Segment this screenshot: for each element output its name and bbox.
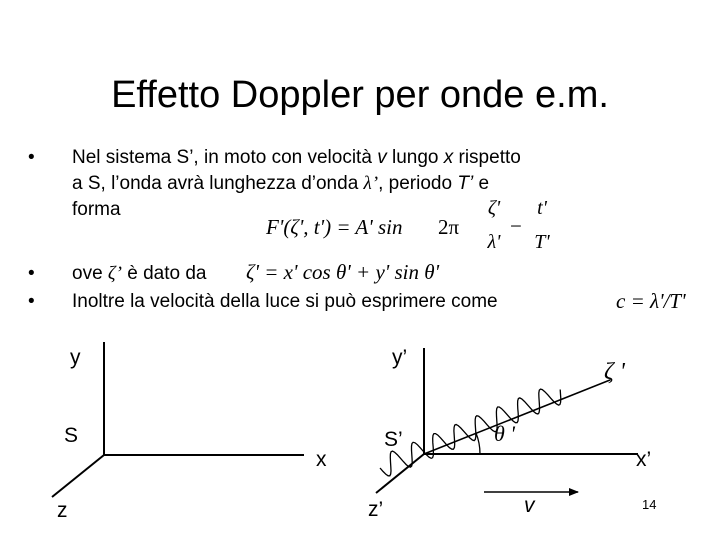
bullet3-text: Inoltre la velocità della luce si può esprimere come xyxy=(72,291,498,312)
label-s: S xyxy=(64,424,79,447)
bullet1-line1-suffix: rispetto xyxy=(453,147,521,168)
label-velocity: v xyxy=(524,494,535,517)
bullet1-lambda: λ’ xyxy=(363,173,379,194)
bullet1-period: T’ xyxy=(457,173,474,194)
page-number: 14 xyxy=(642,497,657,512)
bullet-marker: • xyxy=(28,263,35,284)
equation-wave-lhs: F'(ζ', t') = A' sin xyxy=(266,215,403,239)
label-theta-prime: θ ' xyxy=(494,421,516,446)
slide-title: Effetto Doppler per onde e.m. xyxy=(111,74,609,116)
wave-curve xyxy=(380,389,561,476)
bullet-marker: • xyxy=(28,147,35,168)
label-y-prime: y’ xyxy=(392,346,408,369)
label-s-prime: S’ xyxy=(384,428,403,451)
equation-minus: − xyxy=(510,214,522,238)
equation-numerator-zeta: ζ' xyxy=(487,197,501,219)
bullet1-x: x xyxy=(443,147,454,168)
bullet1-line1-mid: lungo xyxy=(386,147,444,168)
bullet1-velocity: v xyxy=(377,147,387,168)
label-z: z xyxy=(57,499,68,522)
equation-numerator-t: t' xyxy=(537,197,547,219)
label-x: x xyxy=(316,448,327,471)
equation-two-pi: 2π xyxy=(438,215,460,239)
bullet-marker: • xyxy=(28,291,35,312)
bullet2-zeta: ζ’ xyxy=(107,263,122,284)
bullet1-line3: forma xyxy=(72,199,121,220)
label-zeta-prime: ζ ' xyxy=(604,359,625,385)
bullet1-line2-mid: , periodo xyxy=(378,173,458,194)
bullet1-line1-prefix: Nel sistema S’, in moto con velocità xyxy=(72,147,378,168)
bullet2-suffix: è dato da xyxy=(121,263,207,284)
label-y: y xyxy=(70,346,81,369)
label-z-prime: z’ xyxy=(368,498,384,521)
bullet2-prefix: ove xyxy=(72,263,108,284)
s-axis-z xyxy=(52,455,104,497)
s-prime-axis-z xyxy=(376,454,424,493)
propagation-direction-line xyxy=(424,380,610,454)
equation-light-speed: c = λ'/T' xyxy=(616,289,686,313)
label-x-prime: x’ xyxy=(636,448,652,471)
equation-denominator-period: T' xyxy=(534,231,550,253)
equation-denominator-lambda: λ' xyxy=(487,231,501,253)
theta-angle-arc xyxy=(476,433,480,454)
bullet1-line2-suffix: e xyxy=(473,173,490,194)
bullet1-line2-prefix: a S, l’onda avrà lunghezza d’onda xyxy=(72,173,364,194)
equation-zeta-definition: ζ' = x' cos θ' + y' sin θ' xyxy=(246,260,440,284)
